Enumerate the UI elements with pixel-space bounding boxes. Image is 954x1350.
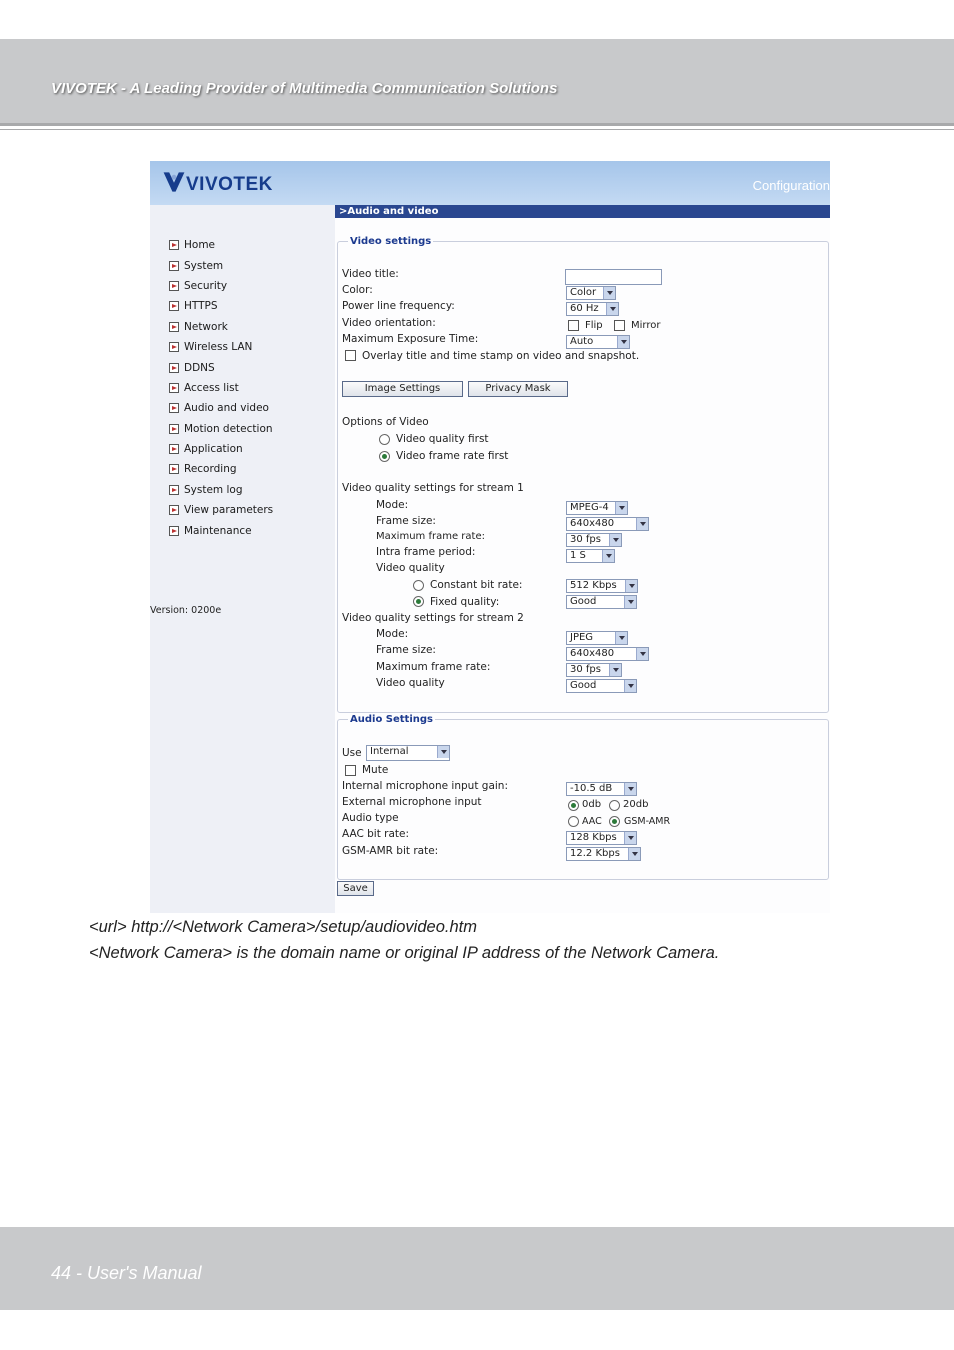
sidebar-item-label: Audio and video <box>184 402 269 415</box>
video-title-input[interactable] <box>565 269 662 285</box>
chevron-down-icon <box>615 502 627 514</box>
stream1-fps-label: Maximum frame rate: <box>376 531 485 542</box>
audio-use-label: Use <box>342 747 362 759</box>
chevron-down-icon <box>624 680 636 692</box>
sidebar-item-application[interactable] <box>169 439 273 459</box>
chevron-down-icon <box>636 648 648 660</box>
expand-arrow-icon <box>169 526 179 536</box>
stream1-cbr-value: 512 Kbps <box>570 580 617 591</box>
logo-text: VIVOTEK <box>186 174 273 195</box>
stream1-fixed-select[interactable] <box>566 595 637 609</box>
exposure-label: Maximum Exposure Time: <box>342 333 479 345</box>
exposure-select-value: Auto <box>570 336 594 347</box>
chevron-down-icon <box>602 550 614 562</box>
sidebar-item-label: Wireless LAN <box>184 341 253 354</box>
stream2-heading: Video quality settings for stream 2 <box>342 612 524 624</box>
stream2-fps-label: Maximum frame rate: <box>376 661 491 673</box>
stream1-heading: Video quality settings for stream 1 <box>342 482 524 494</box>
mirror-checkbox[interactable] <box>614 320 625 331</box>
aac-rate-label: AAC bit rate: <box>342 828 410 840</box>
sidebar-item-label: Application <box>184 443 243 456</box>
sidebar-item-maintenance[interactable] <box>169 520 273 540</box>
flip-checkbox[interactable] <box>568 320 579 331</box>
url-caption: <url> http://<Network Camera>/setup/audiovideo.htm <box>89 918 477 936</box>
chevron-down-icon <box>624 832 636 844</box>
expand-arrow-icon <box>169 444 179 454</box>
odb-label: 0db <box>582 799 602 810</box>
expand-arrow-icon <box>169 464 179 474</box>
sidebar-item-label: Network <box>184 320 228 333</box>
sidebar-item-system-log[interactable] <box>169 480 273 500</box>
chevron-down-icon <box>636 518 648 530</box>
expand-arrow-icon <box>169 383 179 393</box>
stream1-size-select[interactable] <box>566 517 649 531</box>
audio-source-select[interactable] <box>366 745 450 761</box>
expand-arrow-icon <box>169 261 179 271</box>
page-number: 44 - User's Manual <box>51 1263 202 1283</box>
sidebar-menu <box>169 235 273 541</box>
color-label: Color: <box>342 284 373 296</box>
overlay-checkbox[interactable] <box>345 350 356 361</box>
stream2-size-label: Frame size: <box>376 644 436 656</box>
sidebar-item-ddns[interactable] <box>169 357 273 377</box>
sidebar-item-recording[interactable] <box>169 459 273 479</box>
int-gain-label: Internal microphone input gain: <box>342 780 508 792</box>
chevron-down-icon <box>606 303 618 315</box>
chevron-down-icon <box>437 746 449 758</box>
sidebar-item-access-list[interactable] <box>169 378 273 398</box>
stream1-size-value: 640x480 <box>570 518 615 529</box>
sidebar-item-label: Maintenance <box>184 524 252 537</box>
audio-source-value: Internal <box>370 746 409 757</box>
sidebar-item-home[interactable] <box>169 235 273 255</box>
stream1-quality-label: Video quality <box>376 562 445 574</box>
gsm-amr-label: GSM-AMR <box>624 816 671 827</box>
video-title-label: Video title: <box>342 268 399 280</box>
stream2-fps-select[interactable] <box>566 663 622 677</box>
config-header <box>150 161 830 205</box>
mirror-label: Mirror <box>631 320 661 331</box>
vivotek-logo-icon <box>162 167 186 197</box>
chevron-down-icon <box>628 848 640 860</box>
sidebar-item-label: Security <box>184 279 228 292</box>
expand-arrow-icon <box>169 342 179 352</box>
expand-arrow-icon <box>169 281 179 291</box>
save-button[interactable]: Save <box>337 881 374 896</box>
section-title: >Audio and video <box>335 205 830 218</box>
expand-arrow-icon <box>169 240 179 250</box>
twentydb-label: 20db <box>623 799 649 810</box>
configuration-label: Configuration <box>752 178 830 193</box>
quality-first-label: Video quality first <box>396 433 489 445</box>
stream1-mode-value: MPEG-4 <box>570 502 609 513</box>
expand-arrow-icon <box>169 363 179 373</box>
expand-arrow-icon <box>169 403 179 413</box>
aac-rate-select[interactable] <box>566 831 637 845</box>
int-gain-value: -10.5 dB <box>570 783 613 794</box>
chevron-down-icon <box>609 534 621 546</box>
image-settings-button[interactable]: Image Settings <box>342 381 463 397</box>
sidebar-item-https[interactable] <box>169 296 273 316</box>
sidebar-item-network[interactable] <box>169 317 273 337</box>
sidebar-item-wireless-lan[interactable] <box>169 337 273 357</box>
aac-rate-value: 128 Kbps <box>570 832 617 843</box>
sidebar-item-security[interactable] <box>169 276 273 296</box>
chevron-down-icon <box>617 336 629 348</box>
stream1-cbr-select[interactable] <box>566 579 638 593</box>
sidebar-item-label: Motion detection <box>184 422 273 435</box>
stream2-fps-value: 30 fps <box>570 664 601 675</box>
stream1-intra-value: 1 S <box>570 550 586 561</box>
stream1-size-label: Frame size: <box>376 515 436 527</box>
chevron-down-icon <box>609 664 621 676</box>
stream1-fixed-label: Fixed quality: <box>430 596 500 608</box>
chevron-down-icon <box>624 596 636 608</box>
stream2-quality-label: Video quality <box>376 677 445 689</box>
sidebar-item-label: View parameters <box>184 504 274 517</box>
gsm-rate-label: GSM-AMR bit rate: <box>342 845 439 857</box>
stream2-mode-select[interactable] <box>566 631 628 645</box>
exposure-select[interactable] <box>566 335 630 349</box>
sidebar-item-label: DDNS <box>184 361 215 374</box>
stream1-intra-label: Intra frame period: <box>376 546 476 558</box>
version-label: Version: 0200e <box>150 605 222 616</box>
audio-type-label: Audio type <box>342 812 399 824</box>
stream2-mode-label: Mode: <box>376 628 409 640</box>
chevron-down-icon <box>615 632 627 644</box>
color-select[interactable] <box>566 286 616 300</box>
options-of-video-label: Options of Video <box>342 416 429 428</box>
stream1-cbr-label: Constant bit rate: <box>430 579 523 591</box>
stream2-quality-value: Good <box>570 680 597 691</box>
flip-label: Flip <box>585 320 603 331</box>
int-gain-select[interactable] <box>566 782 637 796</box>
chevron-down-icon <box>603 287 615 299</box>
sidebar-item-label: Recording <box>184 463 237 476</box>
mute-label: Mute <box>362 764 389 776</box>
sidebar-item-audio-and-video[interactable] <box>169 398 273 418</box>
expand-arrow-icon <box>169 322 179 332</box>
stream1-fps-select[interactable] <box>566 533 622 547</box>
chevron-down-icon <box>624 783 636 795</box>
twentydb-radio[interactable] <box>609 800 620 811</box>
stream1-fixed-radio[interactable] <box>413 596 424 607</box>
stream1-cbr-radio[interactable] <box>413 580 424 591</box>
stream2-quality-select[interactable] <box>566 679 637 693</box>
header-rule-thin <box>0 129 954 130</box>
color-select-value: Color <box>570 287 597 298</box>
expand-arrow-icon <box>169 424 179 434</box>
page-header <box>0 39 954 123</box>
gsm-rate-value: 12.2 Kbps <box>570 848 620 859</box>
gsm-amr-radio[interactable] <box>609 816 620 827</box>
power-line-label: Power line frequency: <box>342 300 455 312</box>
expand-arrow-icon <box>169 505 179 515</box>
expand-arrow-icon <box>169 485 179 495</box>
aac-radio[interactable] <box>568 816 579 827</box>
ext-input-label: External microphone input <box>342 796 482 808</box>
stream1-fps-value: 30 fps <box>570 534 601 545</box>
sidebar <box>150 205 335 913</box>
stream1-fixed-value: Good <box>570 596 597 607</box>
stream2-size-value: 640x480 <box>570 648 615 659</box>
odb-radio[interactable] <box>568 800 579 811</box>
power-line-select-value: 60 Hz <box>570 303 599 314</box>
quality-first-radio[interactable] <box>379 434 390 445</box>
stream1-intra-select[interactable] <box>566 549 615 563</box>
overlay-label: Overlay title and time stamp on video and snapshot. <box>362 350 640 362</box>
sidebar-item-label: System log <box>184 483 243 496</box>
sidebar-item-label: Access list <box>184 381 239 394</box>
gsm-rate-select[interactable] <box>566 847 641 861</box>
header-rule <box>0 123 954 126</box>
video-settings-legend: Video settings <box>350 236 432 247</box>
expand-arrow-icon <box>169 301 179 311</box>
description-caption: <Network Camera> is the domain name or original IP address of the Network Camera. <box>89 944 720 962</box>
config-screenshot <box>150 161 830 913</box>
power-line-select[interactable] <box>566 302 619 316</box>
sidebar-item-label: HTTPS <box>184 300 218 313</box>
chevron-down-icon <box>625 580 637 592</box>
stream2-size-select[interactable] <box>566 647 649 661</box>
mute-checkbox[interactable] <box>345 765 356 776</box>
sidebar-item-system[interactable] <box>169 255 273 275</box>
framerate-first-label: Video frame rate first <box>396 450 509 462</box>
header-title: VIVOTEK - A Leading Provider of Multimedia Communication Solutions <box>51 80 558 97</box>
audio-settings-legend: Audio Settings <box>350 714 433 725</box>
stream2-mode-value: JPEG <box>570 632 594 643</box>
framerate-first-radio[interactable] <box>379 451 390 462</box>
sidebar-item-motion-detection[interactable] <box>169 419 273 439</box>
stream1-mode-label: Mode: <box>376 499 409 511</box>
page-footer <box>0 1227 954 1310</box>
privacy-mask-button[interactable]: Privacy Mask <box>468 381 568 397</box>
aac-label: AAC <box>582 816 602 827</box>
orientation-label: Video orientation: <box>342 317 436 329</box>
sidebar-item-view-parameters[interactable] <box>169 500 273 520</box>
stream1-mode-select[interactable] <box>566 501 628 515</box>
sidebar-item-label: System <box>184 259 224 272</box>
sidebar-item-label: Home <box>184 239 216 252</box>
